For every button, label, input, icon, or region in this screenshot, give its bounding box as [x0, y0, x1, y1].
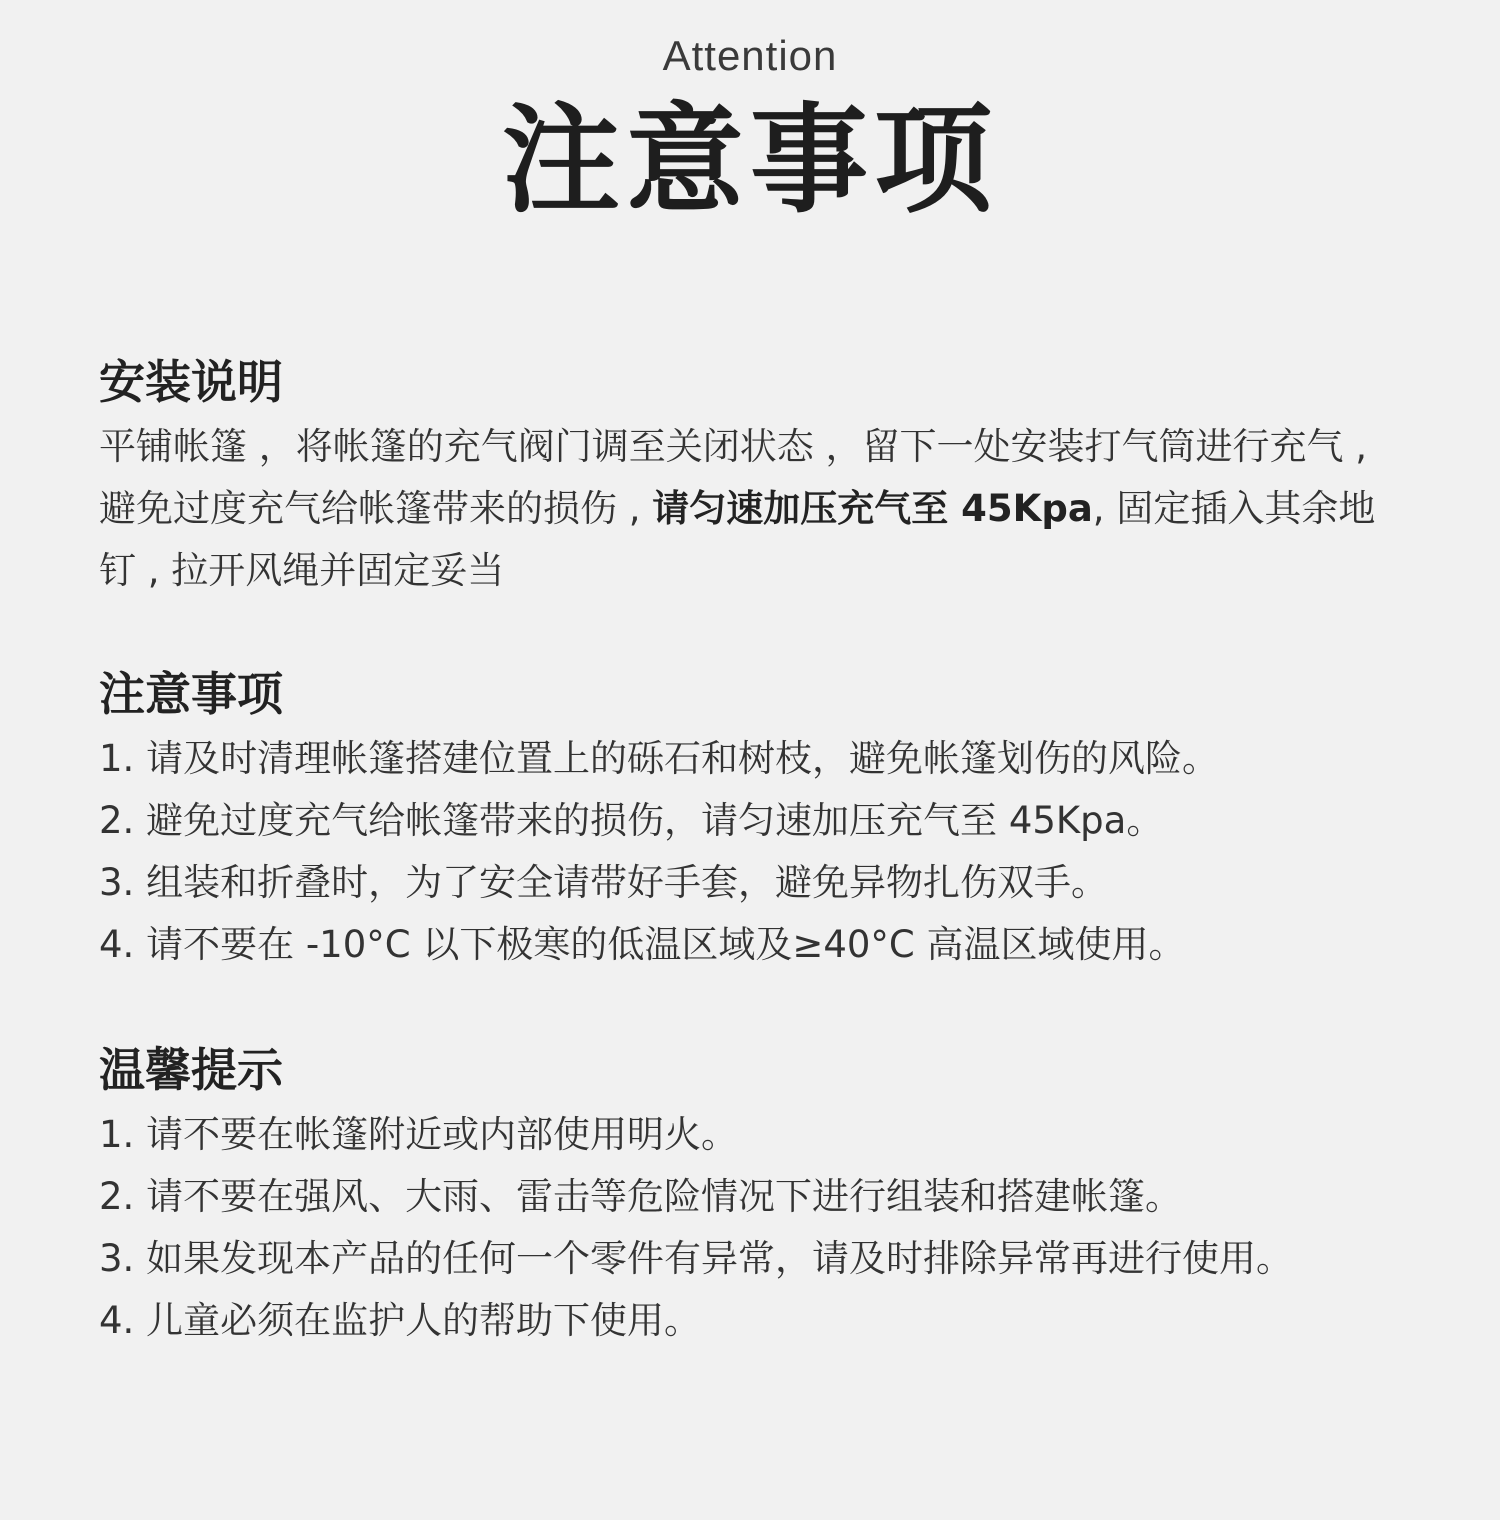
- page-title: 注意事项: [501, 91, 998, 229]
- installation-text-part: , 固定插入其余地钉 , 拉开风绳并固定妥当: [99, 487, 1376, 592]
- tips-list: [99, 1104, 1409, 1352]
- tips-title: 温馨提示: [99, 1043, 283, 1097]
- notes-list: [99, 728, 1409, 976]
- list-item: 3. 组装和折叠时，为了安全请带好手套，避免异物扎伤双手。: [99, 861, 1109, 904]
- eyebrow-title: Attention: [662, 32, 838, 79]
- list-item: 1. 请不要在帐篷附近或内部使用明火。: [99, 1113, 739, 1156]
- tips-section: [99, 1040, 1409, 1352]
- notes-section: [99, 664, 1409, 976]
- list-item: 4. 儿童必须在监护人的帮助下使用。: [99, 1299, 702, 1342]
- list-item: 1. 请及时清理帐篷搭建位置上的砾石和树枝，避免帐篷划伤的风险。: [99, 737, 1220, 780]
- installation-text: [99, 416, 1409, 602]
- notes-title: 注意事项: [99, 667, 283, 721]
- page-header: [0, 0, 1500, 230]
- installation-highlight: 请匀速加压充气至 45Kpa: [652, 487, 1093, 530]
- installation-text-part: 平铺帐篷 ，将帐篷的充气阀门调至关闭状态 ，留下一处安装打气筒进行充气 , 避免过度充气给帐篷带来的损伤 ,: [99, 425, 1379, 530]
- list-item: 3. 如果发现本产品的任何一个零件有异常，请及时排除异常再进行使用。: [99, 1237, 1294, 1280]
- list-item: 4. 请不要在 -10°C 以下极寒的低温区域及≥40°C 高温区域使用。: [99, 923, 1186, 966]
- list-item: 2. 避免过度充气给帐篷带来的损伤，请匀速加压充气至 45Kpa。: [99, 799, 1164, 842]
- list-item: 2. 请不要在强风、大雨、雷击等危险情况下进行组装和搭建帐篷。: [99, 1175, 1183, 1218]
- installation-title: 安装说明: [99, 355, 283, 409]
- installation-section: [99, 352, 1409, 602]
